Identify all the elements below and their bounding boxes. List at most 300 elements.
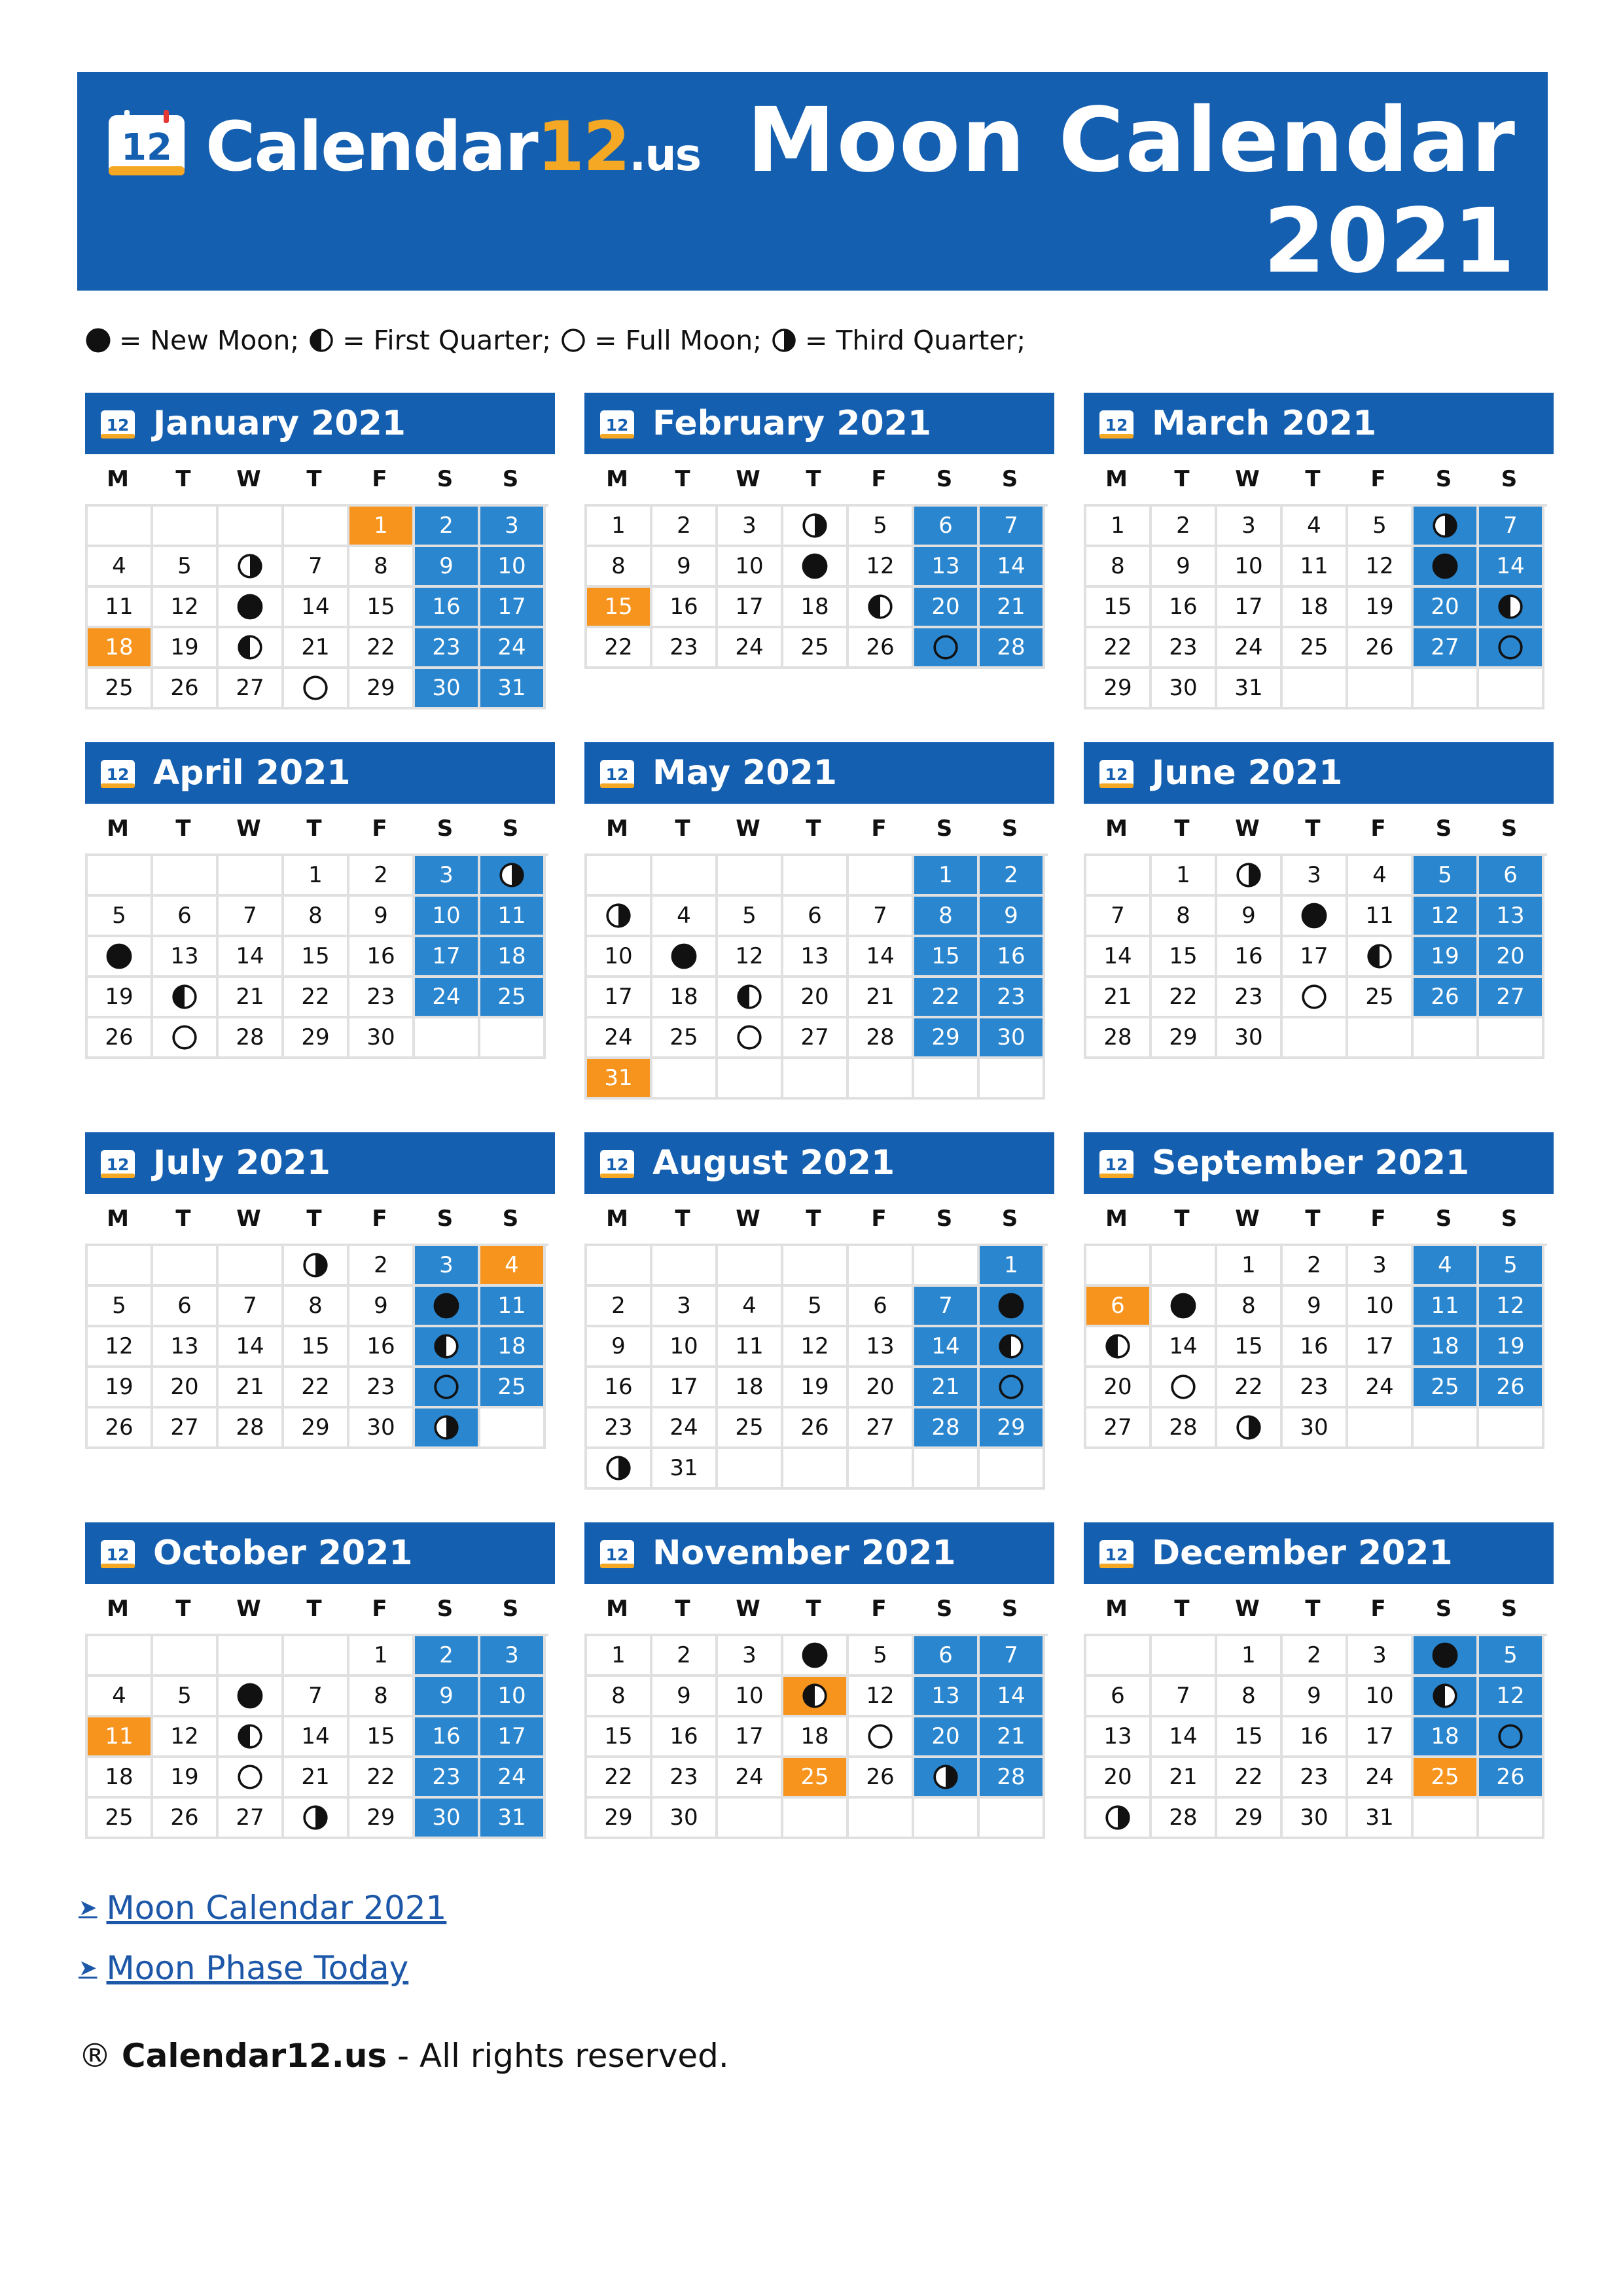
day-cell[interactable] [480, 856, 546, 897]
day-cell[interactable] [1086, 1717, 1152, 1758]
day-cell[interactable] [480, 669, 546, 709]
day-cell[interactable] [1086, 1758, 1152, 1799]
day-cell[interactable] [88, 588, 153, 628]
day-cell[interactable] [1348, 628, 1414, 669]
day-cell[interactable] [284, 547, 349, 588]
day-cell[interactable] [1414, 1287, 1479, 1327]
day-cell[interactable] [718, 1636, 783, 1677]
day-cell[interactable] [480, 628, 546, 669]
day-cell[interactable] [153, 1368, 219, 1408]
day-cell[interactable] [980, 1287, 1045, 1327]
day-cell[interactable] [914, 588, 980, 628]
day-cell[interactable] [1479, 978, 1544, 1018]
day-cell[interactable] [1283, 937, 1348, 978]
day-cell[interactable] [415, 1677, 480, 1717]
day-cell[interactable] [1479, 1636, 1544, 1677]
day-cell[interactable] [415, 897, 480, 937]
day-cell[interactable] [349, 628, 415, 669]
day-cell[interactable] [219, 1368, 284, 1408]
day-cell[interactable] [349, 1018, 415, 1059]
day-cell[interactable] [1152, 1408, 1217, 1449]
day-cell[interactable] [1479, 1717, 1544, 1758]
day-cell[interactable] [652, 1717, 718, 1758]
day-cell[interactable] [1152, 1018, 1217, 1059]
day-cell[interactable] [587, 1758, 652, 1799]
day-cell[interactable] [349, 937, 415, 978]
day-cell[interactable] [1479, 937, 1544, 978]
day-cell[interactable] [652, 1636, 718, 1677]
day-cell[interactable] [914, 547, 980, 588]
day-cell[interactable] [1152, 669, 1217, 709]
day-cell[interactable] [718, 897, 783, 937]
day-cell[interactable] [1217, 1408, 1283, 1449]
link-label[interactable]: Moon Phase Today [106, 1949, 409, 1987]
day-cell[interactable] [88, 1287, 153, 1327]
day-cell[interactable] [1348, 547, 1414, 588]
day-cell[interactable] [219, 1799, 284, 1839]
day-cell[interactable] [1283, 1636, 1348, 1677]
day-cell[interactable] [849, 1018, 914, 1059]
day-cell[interactable] [349, 1246, 415, 1287]
day-cell[interactable] [349, 1368, 415, 1408]
day-cell[interactable] [1152, 1677, 1217, 1717]
day-cell[interactable] [718, 588, 783, 628]
day-cell[interactable] [153, 1677, 219, 1717]
day-cell[interactable] [1152, 1758, 1217, 1799]
day-cell[interactable] [1348, 1636, 1414, 1677]
day-cell[interactable] [153, 937, 219, 978]
day-cell[interactable] [1217, 1368, 1283, 1408]
day-cell[interactable] [1086, 1677, 1152, 1717]
day-cell[interactable] [980, 628, 1045, 669]
day-cell[interactable] [1283, 978, 1348, 1018]
day-cell[interactable] [88, 1018, 153, 1059]
day-cell[interactable] [349, 507, 415, 547]
day-cell[interactable] [1479, 1327, 1544, 1368]
day-cell[interactable] [284, 1677, 349, 1717]
day-cell[interactable] [1348, 1368, 1414, 1408]
day-cell[interactable] [219, 978, 284, 1018]
day-cell[interactable] [718, 507, 783, 547]
day-cell[interactable] [284, 1717, 349, 1758]
day-cell[interactable] [914, 1677, 980, 1717]
day-cell[interactable] [1283, 628, 1348, 669]
day-cell[interactable] [718, 937, 783, 978]
day-cell[interactable] [980, 1677, 1045, 1717]
day-cell[interactable] [480, 1758, 546, 1799]
day-cell[interactable] [284, 1246, 349, 1287]
day-cell[interactable] [1217, 937, 1283, 978]
day-cell[interactable] [1283, 1408, 1348, 1449]
day-cell[interactable] [219, 1018, 284, 1059]
day-cell[interactable] [587, 1799, 652, 1839]
day-cell[interactable] [914, 628, 980, 669]
day-cell[interactable] [153, 1799, 219, 1839]
day-cell[interactable] [587, 507, 652, 547]
day-cell[interactable] [153, 1327, 219, 1368]
day-cell[interactable] [652, 937, 718, 978]
day-cell[interactable] [1283, 588, 1348, 628]
day-cell[interactable] [88, 1677, 153, 1717]
day-cell[interactable] [1283, 547, 1348, 588]
day-cell[interactable] [1414, 978, 1479, 1018]
day-cell[interactable] [587, 1717, 652, 1758]
day-cell[interactable] [415, 1246, 480, 1287]
day-cell[interactable] [480, 588, 546, 628]
day-cell[interactable] [783, 978, 849, 1018]
day-cell[interactable] [718, 1717, 783, 1758]
day-cell[interactable] [1152, 856, 1217, 897]
day-cell[interactable] [1479, 1246, 1544, 1287]
day-cell[interactable] [849, 897, 914, 937]
day-cell[interactable] [980, 856, 1045, 897]
day-cell[interactable] [980, 937, 1045, 978]
day-cell[interactable] [980, 897, 1045, 937]
day-cell[interactable] [415, 669, 480, 709]
day-cell[interactable] [349, 1677, 415, 1717]
day-cell[interactable] [1414, 1717, 1479, 1758]
day-cell[interactable] [284, 937, 349, 978]
day-cell[interactable] [88, 1327, 153, 1368]
day-cell[interactable] [349, 897, 415, 937]
day-cell[interactable] [415, 588, 480, 628]
day-cell[interactable] [849, 1717, 914, 1758]
day-cell[interactable] [1414, 1327, 1479, 1368]
day-cell[interactable] [284, 1287, 349, 1327]
day-cell[interactable] [219, 669, 284, 709]
day-cell[interactable] [480, 937, 546, 978]
day-cell[interactable] [415, 1368, 480, 1408]
day-cell[interactable] [349, 978, 415, 1018]
day-cell[interactable] [1348, 1758, 1414, 1799]
day-cell[interactable] [914, 507, 980, 547]
day-cell[interactable] [153, 1287, 219, 1327]
day-cell[interactable] [1414, 897, 1479, 937]
day-cell[interactable] [153, 1717, 219, 1758]
day-cell[interactable] [219, 937, 284, 978]
day-cell[interactable] [914, 1758, 980, 1799]
day-cell[interactable] [153, 1758, 219, 1799]
day-cell[interactable] [587, 1408, 652, 1449]
day-cell[interactable] [1283, 1758, 1348, 1799]
day-cell[interactable] [718, 1758, 783, 1799]
day-cell[interactable] [849, 1408, 914, 1449]
day-cell[interactable] [88, 1758, 153, 1799]
day-cell[interactable] [1152, 897, 1217, 937]
day-cell[interactable] [284, 856, 349, 897]
day-cell[interactable] [914, 1287, 980, 1327]
day-cell[interactable] [1217, 1327, 1283, 1368]
day-cell[interactable] [349, 1636, 415, 1677]
day-cell[interactable] [1348, 897, 1414, 937]
day-cell[interactable] [415, 628, 480, 669]
day-cell[interactable] [153, 978, 219, 1018]
day-cell[interactable] [849, 978, 914, 1018]
day-cell[interactable] [1217, 547, 1283, 588]
day-cell[interactable] [914, 1408, 980, 1449]
day-cell[interactable] [652, 588, 718, 628]
day-cell[interactable] [783, 507, 849, 547]
link-moon-calendar-2021[interactable] [79, 1885, 446, 1931]
day-cell[interactable] [1086, 669, 1152, 709]
day-cell[interactable] [849, 507, 914, 547]
day-cell[interactable] [1152, 978, 1217, 1018]
day-cell[interactable] [652, 507, 718, 547]
day-cell[interactable] [1479, 1677, 1544, 1717]
day-cell[interactable] [914, 1018, 980, 1059]
day-cell[interactable] [783, 588, 849, 628]
day-cell[interactable] [652, 1677, 718, 1717]
day-cell[interactable] [1348, 588, 1414, 628]
day-cell[interactable] [718, 978, 783, 1018]
day-cell[interactable] [1283, 1677, 1348, 1717]
day-cell[interactable] [980, 1758, 1045, 1799]
day-cell[interactable] [284, 1368, 349, 1408]
day-cell[interactable] [914, 937, 980, 978]
day-cell[interactable] [1414, 547, 1479, 588]
day-cell[interactable] [415, 856, 480, 897]
day-cell[interactable] [1086, 628, 1152, 669]
day-cell[interactable] [1348, 507, 1414, 547]
day-cell[interactable] [1217, 669, 1283, 709]
day-cell[interactable] [587, 628, 652, 669]
day-cell[interactable] [284, 1327, 349, 1368]
day-cell[interactable] [284, 897, 349, 937]
day-cell[interactable] [718, 1677, 783, 1717]
day-cell[interactable] [652, 1449, 718, 1490]
day-cell[interactable] [1414, 507, 1479, 547]
day-cell[interactable] [284, 978, 349, 1018]
day-cell[interactable] [1479, 588, 1544, 628]
day-cell[interactable] [587, 978, 652, 1018]
day-cell[interactable] [1152, 628, 1217, 669]
day-cell[interactable] [1217, 856, 1283, 897]
day-cell[interactable] [1414, 588, 1479, 628]
brand-logo[interactable] [205, 107, 701, 187]
day-cell[interactable] [1348, 1799, 1414, 1839]
day-cell[interactable] [1086, 897, 1152, 937]
day-cell[interactable] [980, 1636, 1045, 1677]
day-cell[interactable] [718, 1408, 783, 1449]
day-cell[interactable] [1086, 1368, 1152, 1408]
day-cell[interactable] [914, 856, 980, 897]
day-cell[interactable] [1217, 1717, 1283, 1758]
day-cell[interactable] [480, 1327, 546, 1368]
day-cell[interactable] [1348, 978, 1414, 1018]
day-cell[interactable] [980, 1327, 1045, 1368]
day-cell[interactable] [415, 1758, 480, 1799]
day-cell[interactable] [88, 897, 153, 937]
day-cell[interactable] [415, 1636, 480, 1677]
day-cell[interactable] [1348, 1677, 1414, 1717]
day-cell[interactable] [480, 897, 546, 937]
day-cell[interactable] [349, 547, 415, 588]
day-cell[interactable] [88, 628, 153, 669]
day-cell[interactable] [980, 547, 1045, 588]
day-cell[interactable] [1086, 547, 1152, 588]
day-cell[interactable] [219, 1408, 284, 1449]
day-cell[interactable] [718, 1368, 783, 1408]
day-cell[interactable] [587, 547, 652, 588]
day-cell[interactable] [1348, 1327, 1414, 1368]
day-cell[interactable] [1152, 547, 1217, 588]
day-cell[interactable] [914, 897, 980, 937]
day-cell[interactable] [219, 1327, 284, 1368]
day-cell[interactable] [88, 669, 153, 709]
day-cell[interactable] [349, 1758, 415, 1799]
day-cell[interactable] [480, 1368, 546, 1408]
day-cell[interactable] [1152, 507, 1217, 547]
day-cell[interactable] [1414, 1246, 1479, 1287]
day-cell[interactable] [849, 1327, 914, 1368]
day-cell[interactable] [1217, 1636, 1283, 1677]
day-cell[interactable] [1217, 1677, 1283, 1717]
day-cell[interactable] [980, 507, 1045, 547]
day-cell[interactable] [88, 547, 153, 588]
day-cell[interactable] [1283, 856, 1348, 897]
day-cell[interactable] [1283, 1287, 1348, 1327]
day-cell[interactable] [88, 1368, 153, 1408]
day-cell[interactable] [415, 978, 480, 1018]
day-cell[interactable] [914, 1368, 980, 1408]
day-cell[interactable] [1152, 1799, 1217, 1839]
day-cell[interactable] [415, 1408, 480, 1449]
day-cell[interactable] [1217, 1799, 1283, 1839]
day-cell[interactable] [783, 897, 849, 937]
day-cell[interactable] [1217, 1287, 1283, 1327]
day-cell[interactable] [153, 1018, 219, 1059]
day-cell[interactable] [415, 1327, 480, 1368]
day-cell[interactable] [783, 1408, 849, 1449]
day-cell[interactable] [914, 1327, 980, 1368]
day-cell[interactable] [349, 1327, 415, 1368]
day-cell[interactable] [1414, 1758, 1479, 1799]
day-cell[interactable] [1348, 1717, 1414, 1758]
day-cell[interactable] [219, 628, 284, 669]
link-label[interactable]: Moon Calendar 2021 [106, 1889, 447, 1927]
day-cell[interactable] [849, 937, 914, 978]
day-cell[interactable] [1479, 1758, 1544, 1799]
day-cell[interactable] [1479, 507, 1544, 547]
day-cell[interactable] [1217, 507, 1283, 547]
day-cell[interactable] [718, 1327, 783, 1368]
day-cell[interactable] [153, 897, 219, 937]
day-cell[interactable] [652, 1287, 718, 1327]
day-cell[interactable] [587, 1059, 652, 1100]
day-cell[interactable] [1479, 628, 1544, 669]
day-cell[interactable] [1414, 1677, 1479, 1717]
day-cell[interactable] [349, 1717, 415, 1758]
day-cell[interactable] [415, 1799, 480, 1839]
day-cell[interactable] [284, 1408, 349, 1449]
day-cell[interactable] [153, 669, 219, 709]
day-cell[interactable] [1086, 507, 1152, 547]
day-cell[interactable] [783, 628, 849, 669]
day-cell[interactable] [153, 628, 219, 669]
day-cell[interactable] [1414, 1368, 1479, 1408]
day-cell[interactable] [153, 1408, 219, 1449]
day-cell[interactable] [349, 1408, 415, 1449]
day-cell[interactable] [1217, 1758, 1283, 1799]
day-cell[interactable] [219, 1758, 284, 1799]
day-cell[interactable] [849, 1636, 914, 1677]
day-cell[interactable] [1283, 507, 1348, 547]
day-cell[interactable] [1217, 588, 1283, 628]
day-cell[interactable] [349, 1799, 415, 1839]
day-cell[interactable] [1152, 1717, 1217, 1758]
day-cell[interactable] [1217, 1246, 1283, 1287]
day-cell[interactable] [219, 1287, 284, 1327]
day-cell[interactable] [1217, 628, 1283, 669]
day-cell[interactable] [783, 937, 849, 978]
day-cell[interactable] [1152, 588, 1217, 628]
day-cell[interactable] [652, 1368, 718, 1408]
day-cell[interactable] [219, 1717, 284, 1758]
day-cell[interactable] [1283, 897, 1348, 937]
day-cell[interactable] [783, 1717, 849, 1758]
day-cell[interactable] [415, 1717, 480, 1758]
day-cell[interactable] [1414, 628, 1479, 669]
day-cell[interactable] [219, 897, 284, 937]
day-cell[interactable] [718, 547, 783, 588]
day-cell[interactable] [1217, 978, 1283, 1018]
day-cell[interactable] [783, 1018, 849, 1059]
day-cell[interactable] [980, 1246, 1045, 1287]
day-cell[interactable] [980, 1368, 1045, 1408]
day-cell[interactable] [1086, 1408, 1152, 1449]
day-cell[interactable] [587, 1449, 652, 1490]
link-moon-phase-today[interactable] [79, 1945, 446, 1991]
day-cell[interactable] [849, 588, 914, 628]
day-cell[interactable] [284, 1018, 349, 1059]
day-cell[interactable] [783, 1758, 849, 1799]
day-cell[interactable] [587, 1327, 652, 1368]
day-cell[interactable] [1086, 978, 1152, 1018]
day-cell[interactable] [849, 547, 914, 588]
day-cell[interactable] [718, 1287, 783, 1327]
day-cell[interactable] [1152, 937, 1217, 978]
day-cell[interactable] [480, 1799, 546, 1839]
day-cell[interactable] [652, 1408, 718, 1449]
day-cell[interactable] [652, 1799, 718, 1839]
day-cell[interactable] [415, 507, 480, 547]
day-cell[interactable] [587, 1368, 652, 1408]
day-cell[interactable] [480, 1636, 546, 1677]
day-cell[interactable] [783, 1287, 849, 1327]
day-cell[interactable] [415, 1287, 480, 1327]
day-cell[interactable] [587, 1636, 652, 1677]
day-cell[interactable] [980, 1408, 1045, 1449]
day-cell[interactable] [587, 588, 652, 628]
day-cell[interactable] [849, 628, 914, 669]
day-cell[interactable] [1414, 856, 1479, 897]
day-cell[interactable] [1152, 1327, 1217, 1368]
day-cell[interactable] [1479, 856, 1544, 897]
day-cell[interactable] [587, 1677, 652, 1717]
day-cell[interactable] [349, 1287, 415, 1327]
day-cell[interactable] [980, 1018, 1045, 1059]
day-cell[interactable] [652, 978, 718, 1018]
day-cell[interactable] [1283, 1246, 1348, 1287]
day-cell[interactable] [88, 1717, 153, 1758]
day-cell[interactable] [284, 588, 349, 628]
day-cell[interactable] [980, 1717, 1045, 1758]
day-cell[interactable] [1283, 1327, 1348, 1368]
day-cell[interactable] [1152, 1287, 1217, 1327]
day-cell[interactable] [415, 937, 480, 978]
day-cell[interactable] [88, 978, 153, 1018]
day-cell[interactable] [1086, 1799, 1152, 1839]
